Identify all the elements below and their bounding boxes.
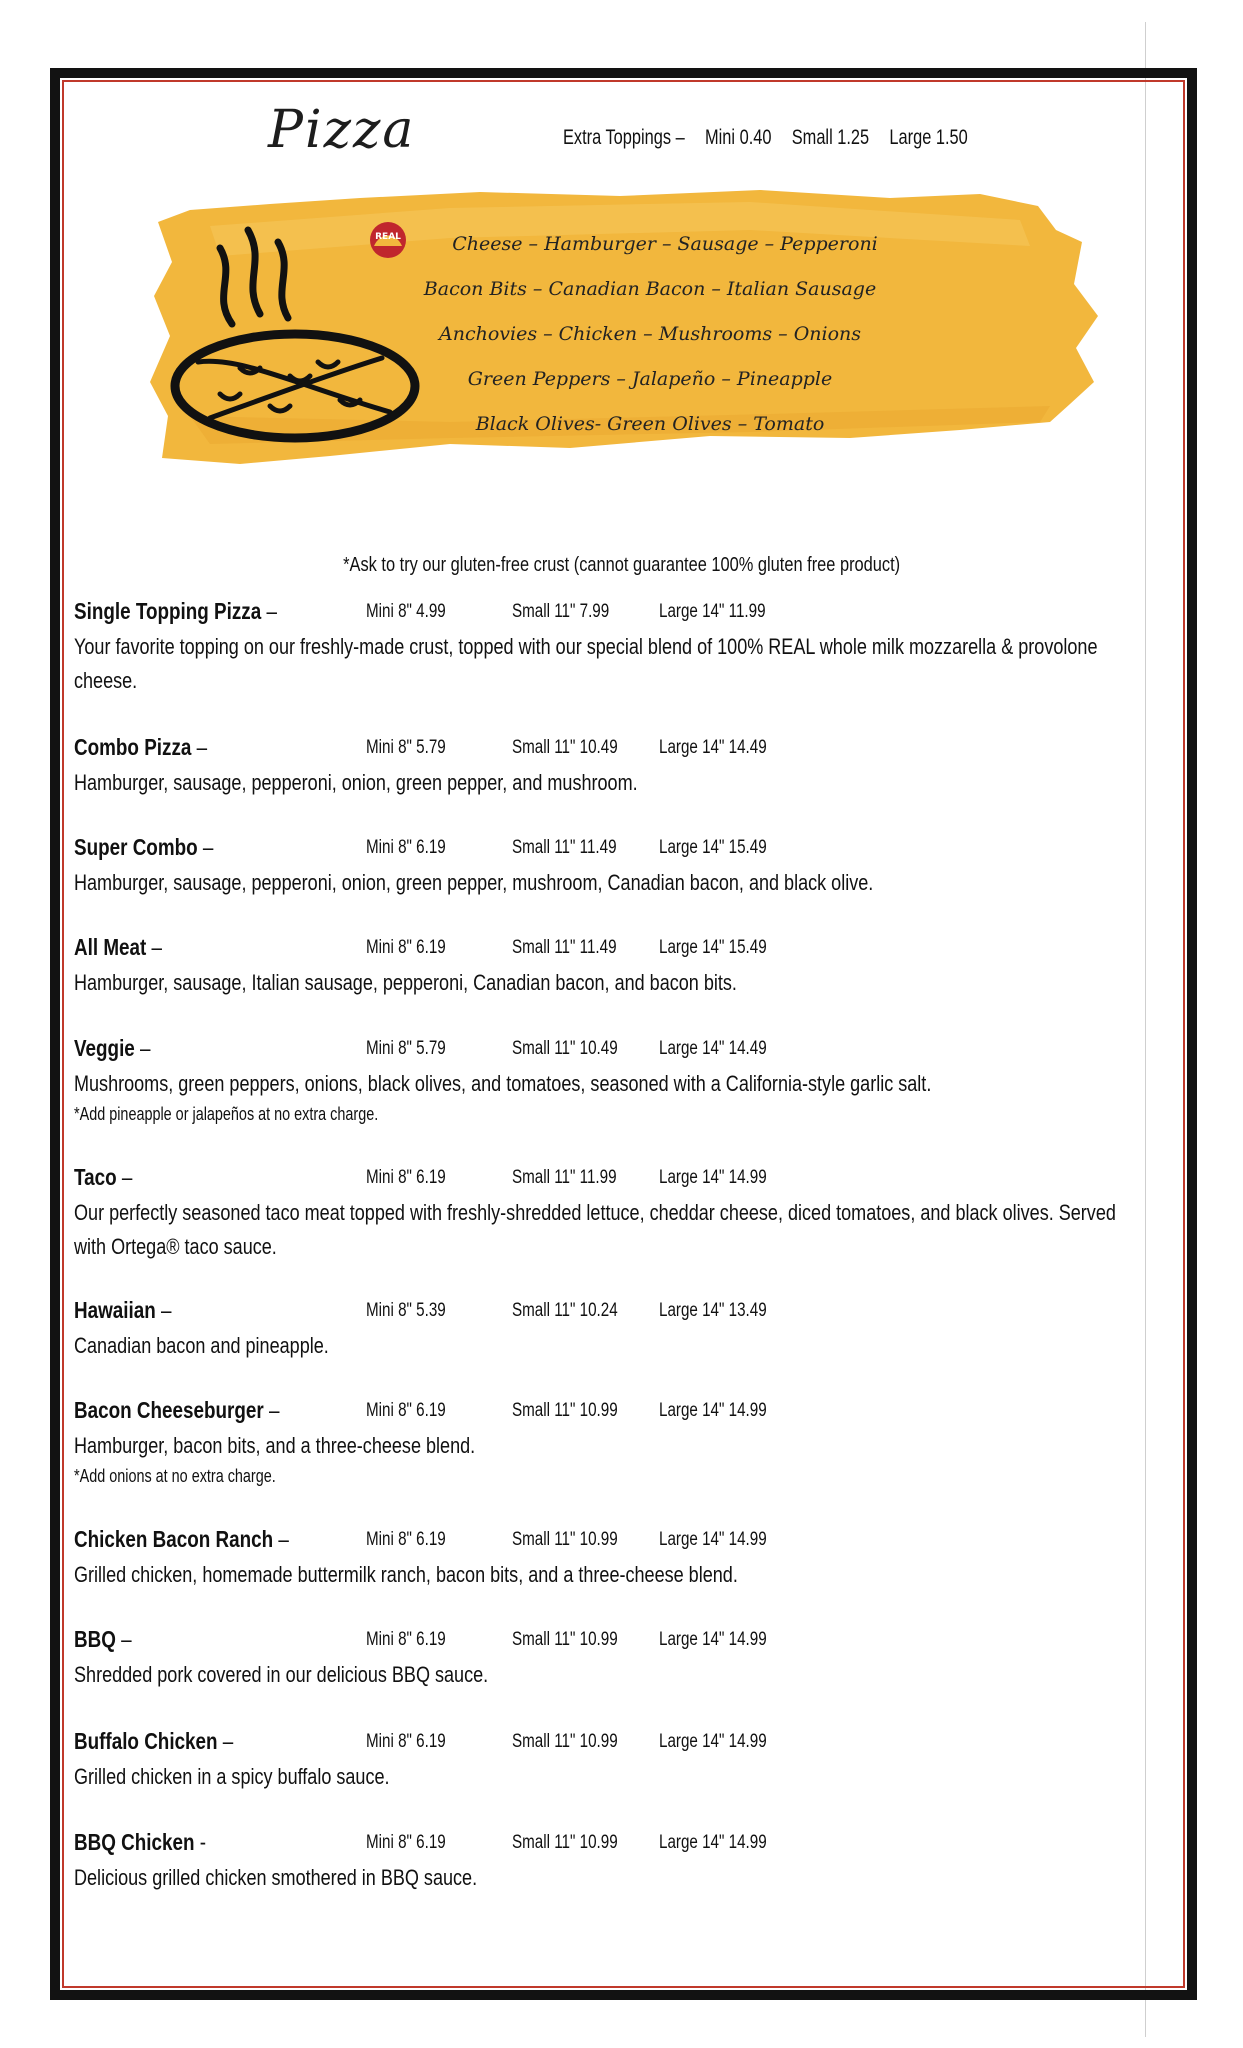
price-small: Small 11" 7.99 xyxy=(512,601,610,622)
price-large: Large 14" 14.49 xyxy=(659,737,767,758)
price-large: Large 14" 11.99 xyxy=(659,601,766,622)
price-large: Large 14" 14.49 xyxy=(659,1038,767,1059)
price-mini: Mini 8" 6.19 xyxy=(366,1167,446,1188)
item-note: *Add pineapple or jalapeños at no extra charge. xyxy=(74,1104,379,1124)
item-description: Grilled chicken in a spicy buffalo sauce. xyxy=(74,1764,390,1789)
toppings-list xyxy=(370,222,930,447)
item-name xyxy=(74,1397,279,1424)
item-description: Hamburger, sausage, pepperoni, onion, green pepper, mushroom, Canadian bacon, and black olive. xyxy=(74,870,874,895)
price-large: Large 14" 15.49 xyxy=(659,837,767,858)
toppings-line: Cheese – Hamburger – Sausage – Pepperoni xyxy=(452,233,878,255)
menu-item-header xyxy=(74,1297,1134,1329)
price-large: Large 14" 14.99 xyxy=(659,1731,767,1752)
menu-item-header xyxy=(74,1829,1134,1861)
menu-item xyxy=(74,734,1134,800)
price-mini: Mini 8" 4.99 xyxy=(366,601,446,622)
toppings-line: Green Peppers – Jalapeño – Pineapple xyxy=(467,368,833,390)
item-description: Delicious grilled chicken smothered in BBQ sauce. xyxy=(74,1865,478,1890)
item-name-text: Veggie xyxy=(74,1035,135,1061)
price-mini: Mini 8" 5.39 xyxy=(366,1300,446,1321)
menu-item xyxy=(74,1397,1134,1489)
item-separator: – xyxy=(273,1526,289,1552)
price-small: Small 11" 10.49 xyxy=(512,1038,618,1059)
item-description: Our perfectly seasoned taco meat topped with freshly-shredded lettuce, cheddar cheese, diced tomatoes, and black olives. Served with Ortega® taco sauce. xyxy=(74,1200,1116,1259)
item-name-text: Chicken Bacon Ranch xyxy=(74,1526,274,1552)
price-large: Large 14" 14.99 xyxy=(659,1629,767,1650)
toppings-line: Anchovies – Chicken – Mushrooms – Onions xyxy=(438,323,862,345)
extra-toppings-mini: Mini 0.40 xyxy=(704,126,772,149)
page-title: Pizza xyxy=(268,100,416,160)
item-description: Hamburger, sausage, pepperoni, onion, green pepper, and mushroom. xyxy=(74,770,638,795)
item-separator: – xyxy=(217,1728,234,1754)
price-small: Small 11" 10.99 xyxy=(512,1400,618,1421)
item-name-text: Combo Pizza xyxy=(74,734,192,760)
menu-item xyxy=(74,1164,1134,1264)
price-small: Small 11" 10.99 xyxy=(512,1629,618,1650)
price-small: Small 11" 10.99 xyxy=(512,1529,618,1550)
price-large: Large 14" 14.99 xyxy=(659,1167,767,1188)
item-name-text: Hawaiian xyxy=(74,1297,156,1323)
menu-item xyxy=(74,1297,1134,1363)
price-small: Small 11" 10.99 xyxy=(512,1731,618,1752)
item-name xyxy=(74,934,162,961)
item-description: Your favorite topping on our freshly-made crust, topped with our special blend of 100% REAL whole milk mozzarella & provolone cheese. xyxy=(74,634,1098,693)
item-name xyxy=(74,1626,132,1653)
menu-item xyxy=(74,1526,1134,1592)
item-separator: – xyxy=(116,1164,133,1190)
item-separator: – xyxy=(115,1626,132,1652)
price-large: Large 14" 14.99 xyxy=(659,1832,767,1853)
item-name xyxy=(74,1164,132,1191)
menu-item-header xyxy=(74,734,1134,766)
item-name-text: Taco xyxy=(74,1164,117,1190)
item-description: Shredded pork covered in our delicious BBQ sauce. xyxy=(74,1662,489,1687)
svg-text:REAL: REAL xyxy=(375,232,401,242)
menu-item-header xyxy=(74,598,1134,630)
price-mini: Mini 8" 5.79 xyxy=(366,737,446,758)
price-mini: Mini 8" 6.19 xyxy=(366,1529,446,1550)
item-name-text: Single Topping Pizza xyxy=(74,598,262,624)
menu-item-header xyxy=(74,1626,1134,1658)
menu-item-header xyxy=(74,834,1134,866)
price-small: Small 11" 10.99 xyxy=(512,1832,618,1853)
price-mini: Mini 8" 6.19 xyxy=(366,1731,446,1752)
item-separator: – xyxy=(197,834,214,860)
item-separator: – xyxy=(191,734,208,760)
menu-item xyxy=(74,934,1134,1000)
item-name xyxy=(74,1728,233,1755)
item-name-text: BBQ xyxy=(74,1626,116,1652)
item-name xyxy=(74,598,277,625)
price-mini: Mini 8" 6.19 xyxy=(366,1629,446,1650)
item-description: Mushrooms, green peppers, onions, black olives, and tomatoes, seasoned with a California-style garlic salt. xyxy=(74,1071,932,1096)
extra-toppings-small: Small 1.25 xyxy=(791,126,870,149)
item-separator: – xyxy=(263,1397,280,1423)
menu-item-header xyxy=(74,1526,1134,1558)
price-small: Small 11" 11.49 xyxy=(512,837,617,858)
item-name-text: Buffalo Chicken xyxy=(74,1728,218,1754)
price-small: Small 11" 11.99 xyxy=(512,1167,617,1188)
item-name-text: BBQ Chicken xyxy=(74,1829,195,1855)
extra-toppings-large: Large 1.50 xyxy=(889,126,968,149)
item-separator: – xyxy=(134,1035,151,1061)
item-separator: - xyxy=(194,1829,207,1855)
price-mini: Mini 8" 6.19 xyxy=(366,837,446,858)
item-name xyxy=(74,734,207,761)
price-mini: Mini 8" 6.19 xyxy=(366,1400,446,1421)
price-mini: Mini 8" 6.19 xyxy=(366,937,446,958)
menu-item-header xyxy=(74,1728,1134,1760)
menu-item-header xyxy=(74,1164,1134,1196)
price-large: Large 14" 14.99 xyxy=(659,1529,767,1550)
menu-item xyxy=(74,1829,1134,1895)
price-mini: Mini 8" 5.79 xyxy=(366,1038,446,1059)
item-note: *Add onions at no extra charge. xyxy=(74,1466,276,1486)
item-separator: – xyxy=(155,1297,172,1323)
item-separator: – xyxy=(261,598,277,624)
item-description: Grilled chicken, homemade buttermilk ranch, bacon bits, and a three-cheese blend. xyxy=(74,1562,738,1587)
item-description: Hamburger, bacon bits, and a three-cheese blend. xyxy=(74,1433,476,1458)
item-name-text: Bacon Cheeseburger xyxy=(74,1397,264,1423)
price-large: Large 14" 13.49 xyxy=(659,1300,767,1321)
menu-item xyxy=(74,598,1134,698)
item-name xyxy=(74,1297,172,1324)
toppings-line: Black Olives- Green Olives – Tomato xyxy=(475,413,825,435)
item-description: Hamburger, sausage, Italian sausage, pepperoni, Canadian bacon, and bacon bits. xyxy=(74,970,737,995)
gluten-free-note-text: *Ask to try our gluten-free crust (cannot guarantee 100% gluten free product) xyxy=(342,554,901,576)
price-small: Small 11" 11.49 xyxy=(512,937,617,958)
toppings-line: Bacon Bits – Canadian Bacon – Italian Sausage xyxy=(423,278,877,300)
price-large: Large 14" 14.99 xyxy=(659,1400,767,1421)
menu-item xyxy=(74,1728,1134,1794)
price-small: Small 11" 10.49 xyxy=(512,737,618,758)
item-separator: – xyxy=(146,934,163,960)
item-name xyxy=(74,1829,206,1856)
menu-item xyxy=(74,1035,1134,1127)
price-large: Large 14" 15.49 xyxy=(659,937,767,958)
item-description: Canadian bacon and pineapple. xyxy=(74,1333,329,1358)
price-mini: Mini 8" 6.19 xyxy=(366,1832,446,1853)
menu-item-header xyxy=(74,934,1134,966)
menu-item-header xyxy=(74,1035,1134,1067)
menu-item xyxy=(74,834,1134,900)
item-name-text: Super Combo xyxy=(74,834,198,860)
item-name xyxy=(74,1035,151,1062)
menu-item-header xyxy=(74,1397,1134,1429)
price-small: Small 11" 10.24 xyxy=(512,1300,618,1321)
item-name xyxy=(74,834,213,861)
item-name xyxy=(74,1526,289,1553)
menu-item xyxy=(74,1626,1134,1692)
gluten-free-note xyxy=(0,554,1243,577)
extra-toppings-label: Extra Toppings – xyxy=(563,126,685,149)
extra-toppings-prices xyxy=(563,126,988,150)
item-name-text: All Meat xyxy=(74,934,147,960)
